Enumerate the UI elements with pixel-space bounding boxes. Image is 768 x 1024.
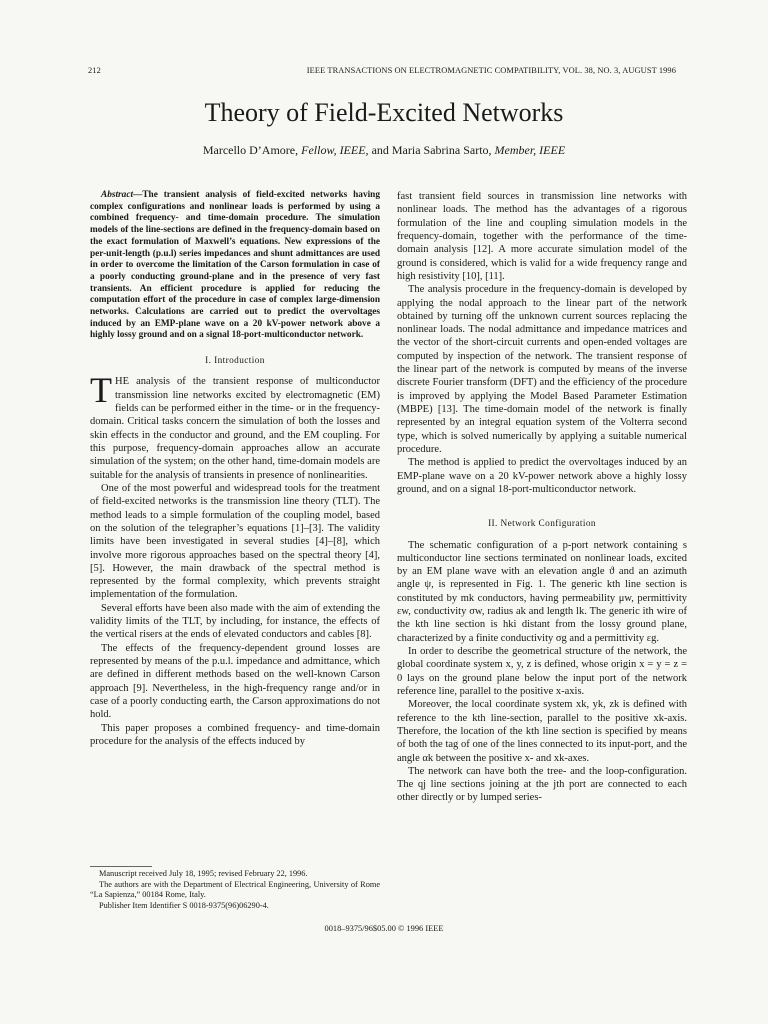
author-line <box>0 143 768 158</box>
network-paragraph-2: In order to describe the geometrical structure of the network, the global coordinate system x, y, z is defined, whose origin x = y = z = 0 lays on the ground plane below the input port of the network reference line, parallel to the positive x-axis. <box>397 646 687 697</box>
network-paragraph-4: The network can have both the tree- and the loop-configuration. The qj line sections joining at the jth port are connected to each other directly or by lumped series- <box>397 765 687 804</box>
intro-paragraph-2: One of the most powerful and widespread tools for the treatment of field-excited networks is the transmission line theory (TLT). The method leads to a simple formulation of the coupling model, based on the solution of the telegrapher’s equations [1]–[3]. The validity limits have been investigated in several studies [4]–[8], which involve more rigorous approaches based on the spectral theory [4], [5]. However, the main drawback of the spectral method is represented by the formal complexity, which prevents straight implementation of the formulation. <box>90 482 380 601</box>
page-number: 212 <box>88 66 101 75</box>
right-paragraph-2: The analysis procedure in the frequency-domain is developed by applying the nodal approach to the linear part of the network obtained by turning off the unknown current sources replacing the nonlinear loads. The nodal admittance and impedance matrices and the vector of the short-circuit currents and open-ended voltages are computed by inspection of the network. The transient response of the linear part of the network is computed by means of the inverse discrete Fourier transform (DFT) and the efficiency of the procedure is improved by applying the Model Based Parameter Estimation (MBPE) [13]. The time-domain model of the network is finally represented by an integral equation system of the Volterra second type, which is solved numerically by applying a suitable numerical procedure. <box>397 284 687 455</box>
left-column <box>90 190 380 748</box>
intro-paragraph-1 <box>90 370 380 482</box>
drop-cap: T <box>90 370 112 411</box>
abstract <box>90 190 380 342</box>
journal-header: IEEE TRANSACTIONS ON ELECTROMAGNETIC COMPATIBILITY, VOL. 38, NO. 3, AUGUST 1996 <box>306 66 676 75</box>
intro-paragraph-5: This paper proposes a combined frequency- and time-domain procedure for the analysis of the effects induced by <box>90 722 380 747</box>
author-1-name: Marcello D’Amore, <box>202 143 299 157</box>
footnote-identifier: Publisher Item Identifier S 0018-9375(96)06290-4. <box>99 900 269 910</box>
abstract-body: The transient analysis of field-excited networks having complex configurations and nonlinear loads is performed by using a combined frequency- and time-domain procedure. The simulation models of the line-sections are defined in the frequency-domain based on the exact formulation of Maxwell’s equations. New expressions of the per-unit-length (p.u.l) series impedances and shunt admittances are used in order to overcome the limitation of the Carson formulation in case of a poorly conducting ground-plane and in the presence of very fast transients. An efficient procedure is applied for reducing the computation effort of the procedure in case of complex large-dimension networks. Calculations are carried out to predict the overvoltages induced by an EMP-plane wave on a 20 kV-power network above a highly lossy ground and on a signal 18-port-multiconductor network. <box>90 190 380 341</box>
author-2-name: Maria Sabrina Sarto, <box>391 143 492 157</box>
paper-title: Theory of Field-Excited Networks <box>204 98 564 127</box>
intro-paragraph-1-text: HE analysis of the transient response of multiconductor transmission line networks excited by electromagnetic (EM) fields can be performed either in the time- or in the frequency-domain. Critical tasks concern the simulation of both the losses and skin effects in the conductor and ground, and the EM coupling. For this purpose, frequency-domain approaches allow an accurate simulation of the system; on the other hand, time-domain models are suitable for the analysis of transients in presence of nonlinearities. <box>90 376 380 481</box>
intro-paragraph-3: Several efforts have been also made with the aim of extending the validity limits of the TLT, by including, for instance, the effects of the vertical risers at the ends of elevated conductors and cables [8]. <box>90 602 380 641</box>
right-paragraph-3: The method is applied to predict the overvoltages induced by an EMP-plane wave on a 20 kV-power network above a highly lossy ground, and on a signal 18-port-multiconductor network. <box>397 457 687 495</box>
abstract-lead: Abstract— <box>101 190 143 200</box>
copyright-identifier: 0018–9375/96$05.00 © 1996 IEEE <box>324 924 444 933</box>
footnote-affiliation: The authors are with the Department of Electrical Engineering, University of Rome “La Sapienza,” 00184 Rome, Italy. <box>90 879 380 900</box>
right-paragraph-1: fast transient field sources in transmission line networks with nonlinear loads. The method has the advantages of a rigorous formulation of the line and coupling simulation models in the frequency-domain, together with the performance of the time-domain analysis [12]. A more accurate simulation model of the ground is considered, which is valid for a wide frequency range and high resistivity [10], [11]. <box>397 191 687 282</box>
right-column <box>397 190 687 805</box>
intro-paragraph-4: The effects of the frequency-dependent ground losses are represented by means of the p.u.l. impedance and admittance, which are defined in different methods based on the well-known Carson approach [9]. Nevertheless, in the high-frequency range and/or in case of a poorly conducting earth, the Carson approximations do not hold. <box>90 642 380 721</box>
section-heading-introduction: I. Introduction <box>205 356 265 367</box>
author-1-role: Fellow, IEEE, <box>301 143 369 157</box>
author-2-role: Member, IEEE <box>494 143 566 157</box>
author-conjunction: and <box>371 143 389 157</box>
network-paragraph-3: Moreover, the local coordinate system xk, yk, zk is defined with reference to the kth line-section, parallel to the positive xk-axis. Therefore, the location of the kth line section is specified by means of both the tag of one of the lines connected to its input-port, and the angle αk between the positive x- and xk-axes. <box>397 699 687 764</box>
footnote <box>90 869 380 911</box>
network-paragraph-1: The schematic configuration of a p-port network containing s multiconductor line sections terminated on nonlinear loads, excited by an EM plane wave with an elevation angle ϑ and an azimuth angle ψ, is represented in Fig. 1. The generic kth line section is constituted by mk conductors, having permeability μw, permittivity εw, conductivity σw, radius ak and length lk. The generic ith wire of the kth line section is hki distant from the lossy ground plane, characterized by a finite conductivity σg and a permittivity εg. <box>397 539 687 644</box>
footnote-received: Manuscript received July 18, 1995; revised February 22, 1996. <box>99 869 308 878</box>
footnote-rule <box>90 866 152 867</box>
section-heading-network-configuration: II. Network Configuration <box>488 519 596 530</box>
